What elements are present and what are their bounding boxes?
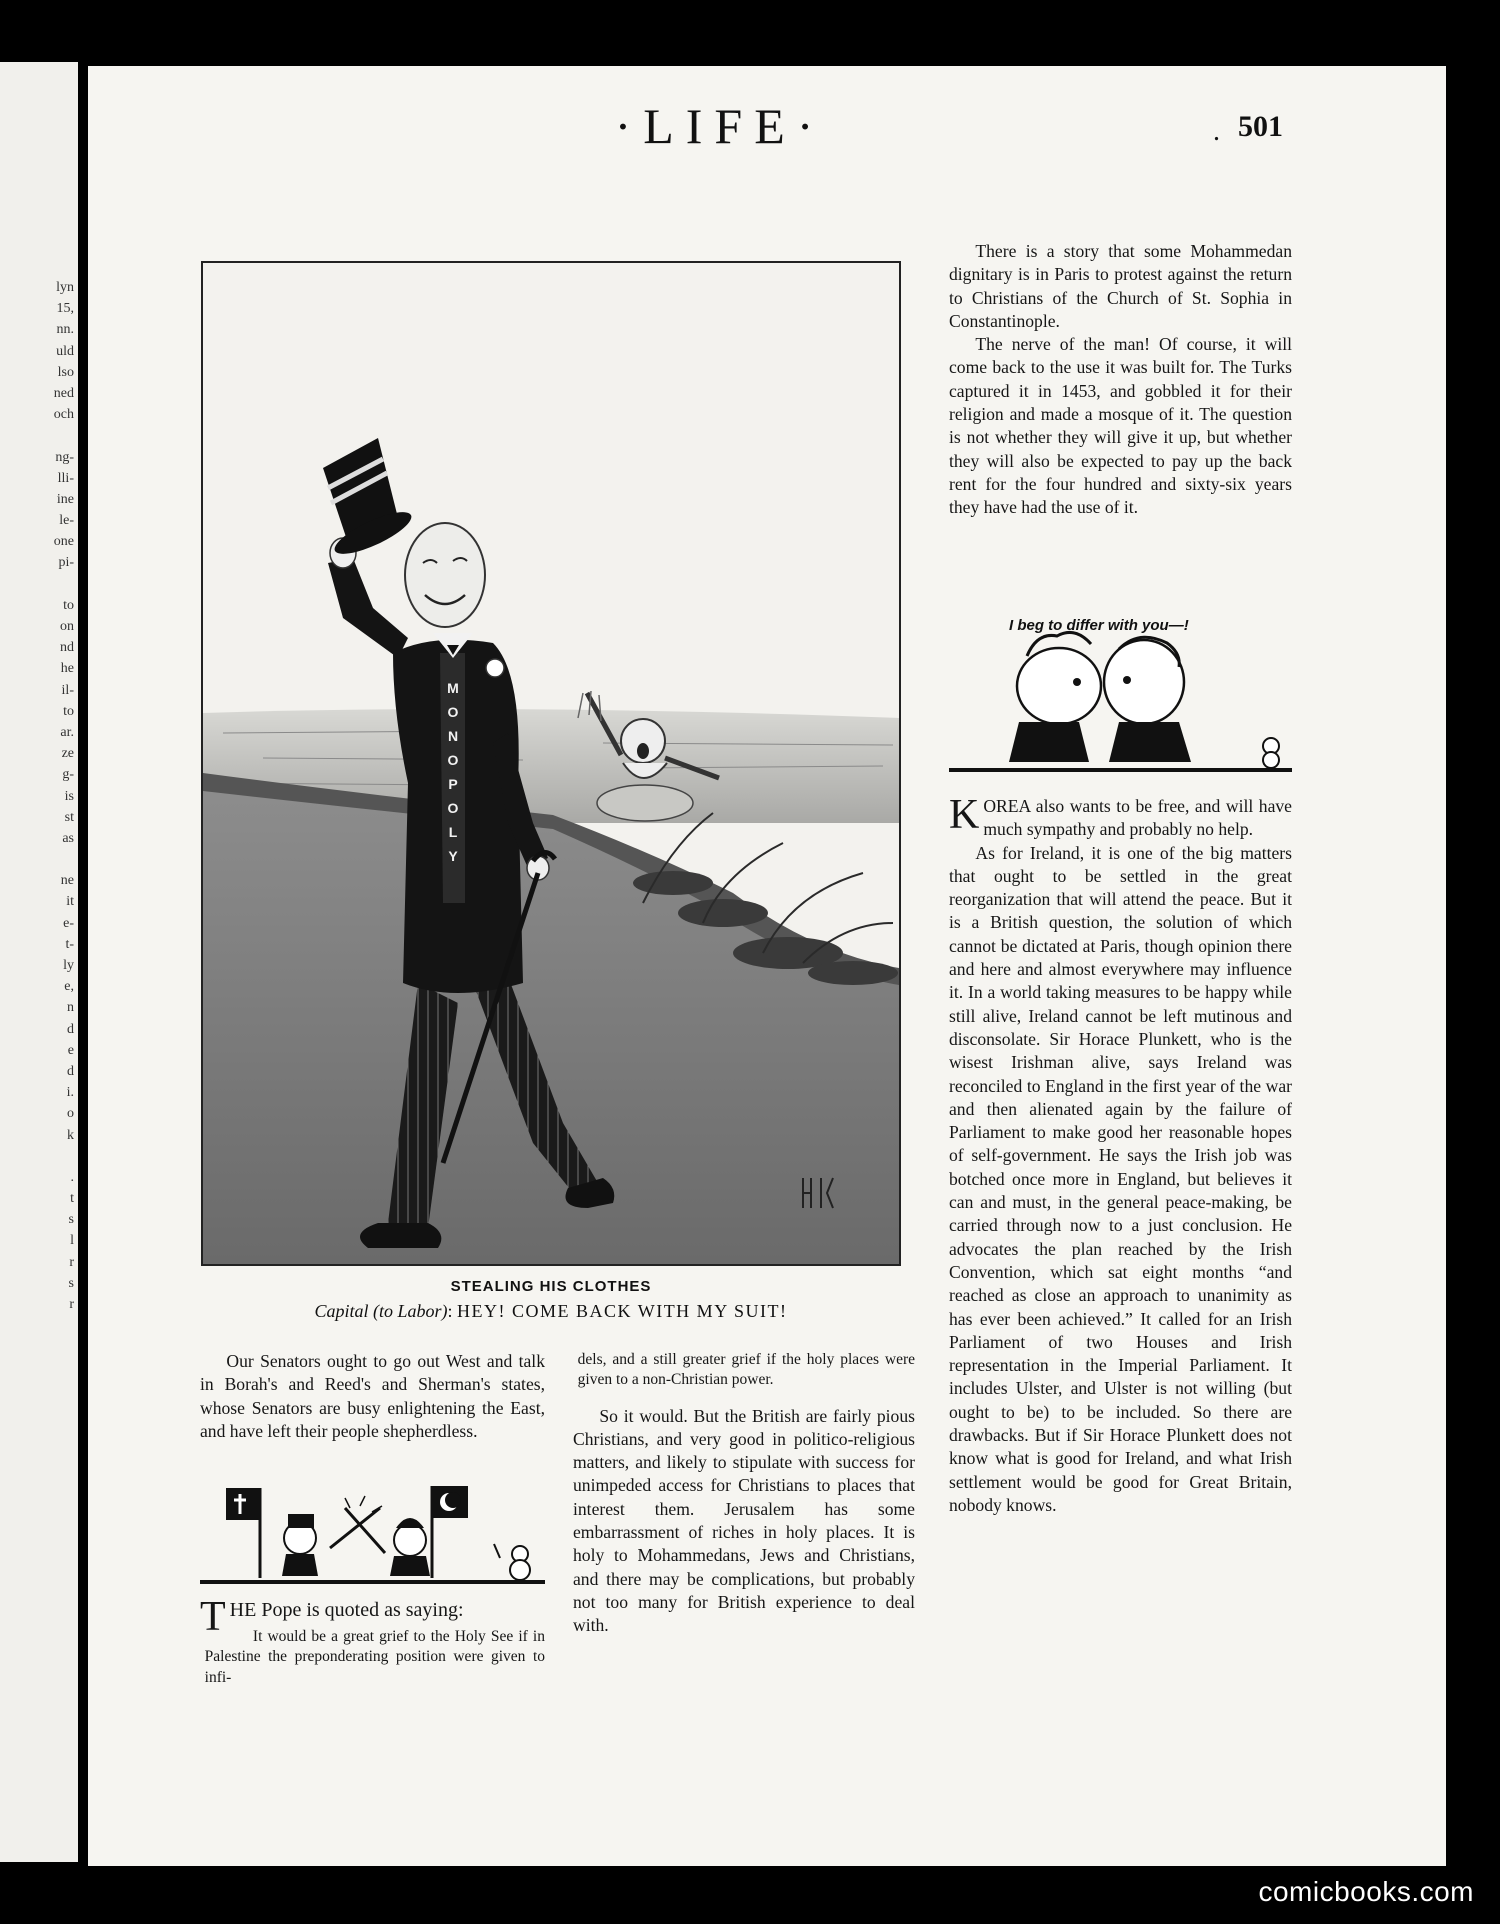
previous-page-fragment: [4, 574, 74, 595]
previous-page-fragment: one: [53, 534, 74, 550]
masthead: ·LIFE·: [614, 98, 826, 154]
previous-page-fragment: e: [67, 1042, 74, 1058]
vest-letter: P: [448, 776, 458, 792]
previous-page-fragment: r: [69, 1297, 74, 1312]
caption-speaker: Capital: [314, 1301, 369, 1321]
nerve-paragraph: The nerve of the man! Of course, it will come back to the use it was built for. The Turks captured it in 1453, and gobbled it for their religion and made a mosque of it. The question is not whether they will give it up, but whether they will also be expected to pay up the back rent for the four hundred and sixty-six years they have had the use of it.: [949, 334, 1292, 518]
previous-page-fragment: st: [64, 809, 74, 825]
differ-cartoon-drawing: [949, 604, 1292, 776]
previous-page-fragment: to: [63, 597, 74, 613]
vest-letter: O: [447, 752, 459, 768]
previous-page-fragment: it: [66, 894, 74, 910]
previous-page-fragment: pi-: [58, 555, 74, 571]
korea-text: OREA also wants to be free, and will have much sympathy and probably no help.: [983, 796, 1292, 840]
vest-letter: M: [447, 680, 459, 696]
previous-page-fragment: lli-: [57, 470, 74, 486]
previous-page-fragment: t: [70, 1191, 74, 1207]
caption-aside: (to Labor): [373, 1301, 448, 1321]
previous-page-fragment: nn.: [56, 322, 74, 338]
previous-page-fragment: as: [62, 830, 74, 846]
previous-page-fragment: lso: [57, 364, 74, 380]
previous-page-fragment: ar.: [60, 724, 74, 740]
previous-page-fragment: [4, 1146, 74, 1167]
watermark: comicbooks.com: [1258, 1876, 1474, 1907]
cartoon-caption-dialog: [201, 1301, 901, 1322]
left-column: [200, 1350, 545, 1443]
previous-page-fragment: is: [64, 788, 74, 804]
pope-section: [200, 1594, 545, 1688]
pope-heading: [200, 1594, 545, 1640]
previous-page-fragment: [4, 849, 74, 870]
page-number-dot: .: [1213, 116, 1220, 147]
previous-page-fragment: ine: [56, 491, 74, 507]
middle-column: [573, 1350, 915, 1638]
previous-page-fragment: on: [60, 619, 74, 634]
flags-cartoon-drawing: [200, 1478, 545, 1588]
previous-page-fragment: lyn: [56, 280, 74, 295]
previous-page-fragment: uld: [56, 343, 74, 359]
previous-page-fragment: d: [67, 1063, 74, 1079]
pope-quote: It would be a great grief to the Holy See if in Palestine the preponderating position were given to infi-: [204, 1628, 545, 1686]
pope-drop-cap: T: [200, 1594, 226, 1640]
previous-page-edge: [0, 62, 78, 1862]
previous-page-fragment: e,: [64, 979, 74, 995]
previous-page-fragment: .: [70, 1169, 74, 1185]
caption-colon: :: [447, 1301, 453, 1321]
previous-page-fragment: to: [63, 703, 74, 719]
previous-page-fragment: ly: [63, 958, 74, 973]
ireland-paragraph: As for Ireland, it is one of the big matters that ought to be settled in the great reorganization that will attend the peace. But it is a British question, the solution of which cannot be dictated at Paris, though opinion there and here and almost everywhere may influence it. In a world taking measures to be happy while still alive, Ireland cannot be left mutinous and disconsolate. Sir Horace Plunkett, who is the wisest Irishman alive, says Ireland was reconciled to England in the first year of the war and then alienated again by the failure of Parliament to make good her reasonable hopes of self-government. He says the Irish job was botched once more in England, but believes it can and must, in the general peace-making, be carried through now to a just conclusion. He advocates the plan reached by the Irish Convention, which sat eight months “and reached as close an approach to unanimity as has ever been achieved.” It called for an Irish Parliament of two Houses and Irish representation in the Imperial Parliament. It includes Ulster, and Ulster is not willing (but ought to be) to be included. So there are drawbacks. But if Sir Horace Plunkett does not know what is good for Ireland, and what Irish settlement would be good for Great Britain, nobody knows.: [949, 842, 1292, 1515]
mohammedan-paragraph: There is a story that some Mohammedan dignitary is in Paris to protest against the return to Christians of the Church of St. Sophia in Constantinople.: [949, 241, 1292, 331]
previous-page-fragment: g-: [62, 767, 74, 783]
previous-page-fragment: s: [68, 1275, 74, 1291]
previous-page-fragment: i.: [66, 1085, 74, 1101]
previous-page-fragment: he: [60, 661, 74, 677]
cartoon-illustration: [203, 263, 899, 1264]
previous-page-fragment: 15,: [56, 301, 74, 317]
vest-letter: Y: [448, 848, 458, 864]
previous-page-fragment: ze: [61, 746, 74, 762]
pope-heading-text: HE Pope is quoted as saying:: [229, 1599, 464, 1621]
previous-page-fragment: ned: [53, 385, 74, 401]
right-column-top: [949, 240, 1292, 520]
previous-page-fragment: s: [68, 1212, 74, 1228]
cartoon-caption-title: STEALING HIS CLOTHES: [450, 1278, 652, 1295]
senators-paragraph: Our Senators ought to go out West and talk in Borah's and Reed's and Sherman's states, whose Senators are busy enlightening the East, and have left their people shepherdless.: [200, 1351, 545, 1441]
previous-page-fragment: l: [70, 1233, 74, 1249]
previous-page-fragment: ne: [60, 873, 74, 889]
previous-page-fragment: k: [67, 1127, 74, 1143]
previous-page-text: [4, 277, 74, 1315]
page-number: 501: [1238, 110, 1283, 143]
vest-letter: L: [448, 824, 458, 840]
vest-letter: O: [447, 800, 459, 816]
previous-page-fragment: t-: [65, 936, 74, 952]
previous-page-fragment: nd: [60, 640, 74, 656]
previous-page-fragment: [4, 425, 74, 446]
previous-page-fragment: och: [53, 407, 74, 423]
vest-letter: O: [447, 704, 459, 720]
previous-page-fragment: e-: [63, 915, 74, 931]
previous-page-fragment: o: [67, 1106, 74, 1122]
previous-page-fragment: ng-: [55, 449, 74, 465]
korea-paragraph: [949, 792, 1292, 842]
vest-letter: N: [447, 728, 459, 744]
pope-quote-continued: dels, and a still greater grief if the holy places were given to a non-Christian power.: [577, 1351, 915, 1389]
previous-page-fragment: r: [69, 1254, 74, 1270]
korea-drop-cap: K: [949, 792, 980, 838]
right-column-bottom: [949, 792, 1292, 1517]
previous-page-fragment: n: [67, 1000, 74, 1016]
previous-page-fragment: il-: [61, 682, 74, 698]
british-paragraph: So it would. But the British are fairly pious Christians, and very good in politico-religious matters, and likely to stipulate with success for unimpeded access for Christians to places that interest them. Jerusalem has some embarrassment of riches in holy places. It is holy to Mohammedans, Jews and Christians, and there may be complications, but probably not too many for British experience to deal with.: [573, 1405, 915, 1636]
differ-cartoon: [949, 604, 1292, 776]
flags-cartoon: [200, 1478, 545, 1588]
previous-page-fragment: le-: [59, 513, 74, 529]
previous-page-fragment: d: [67, 1021, 74, 1037]
differ-cartoon-label: I beg to differ with you—!: [1009, 617, 1189, 634]
main-cartoon: [201, 261, 901, 1266]
caption-line: HEY! COME BACK WITH MY SUIT!: [457, 1301, 788, 1321]
